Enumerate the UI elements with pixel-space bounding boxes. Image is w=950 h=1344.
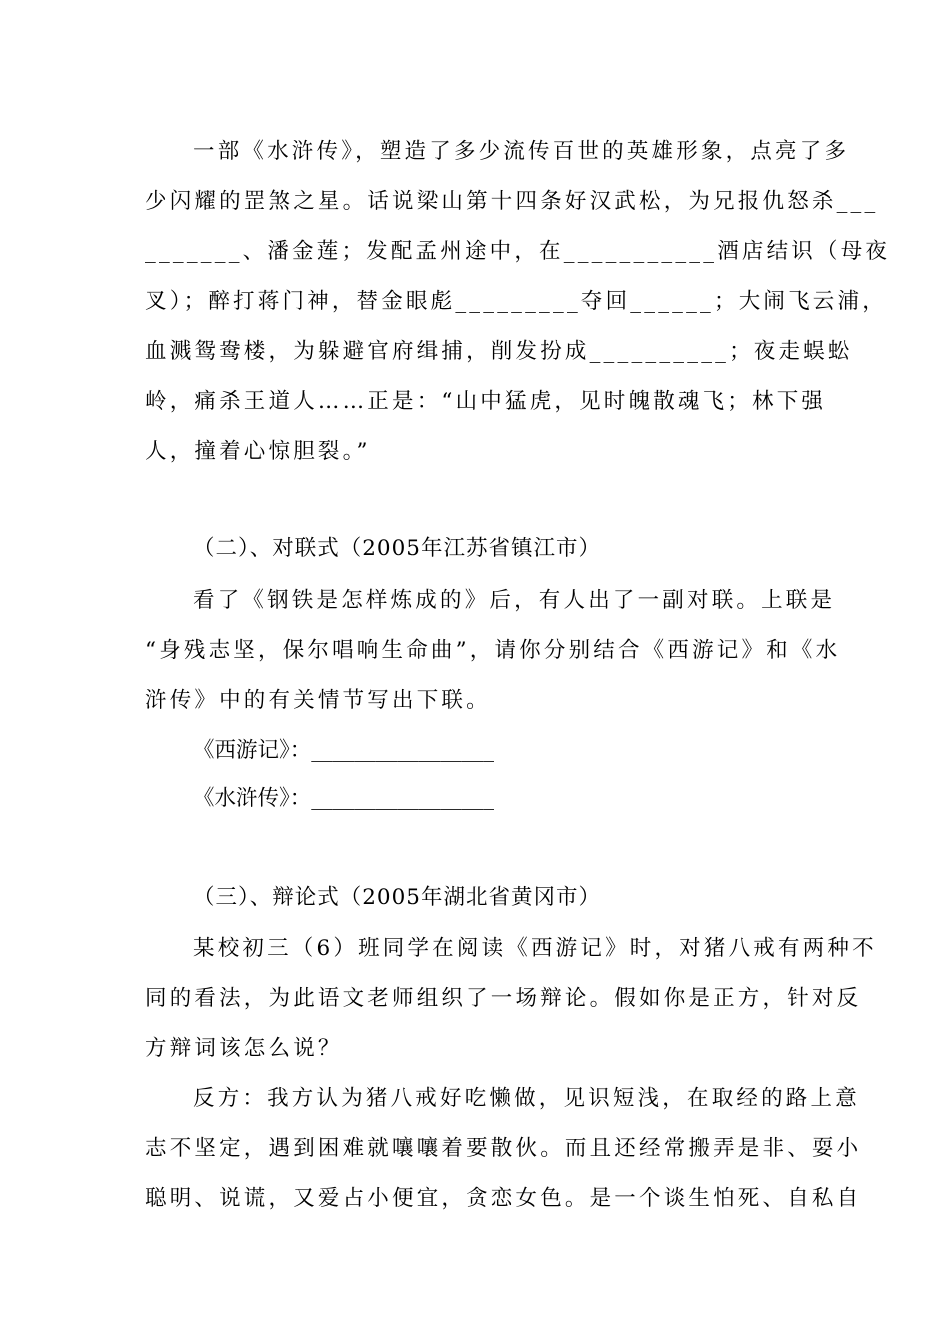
section-heading: （二）、对联式（2005年江苏省镇江市） [193, 536, 601, 561]
paragraph-line: 看了《钢铁是怎样炼成的》后，有人出了一副对联。上联是 [193, 588, 836, 613]
paragraph-line: 一部《水浒传》，塑造了多少流传百世的英雄形象，点亮了多 [193, 139, 850, 164]
paragraph-line: 浒传》中的有关情节写出下联。 [145, 688, 491, 713]
paragraph-line: 同的看法，为此语文老师组织了一场辩论。假如你是正方，针对反 [145, 986, 862, 1011]
paragraph-line: 少闪耀的罡煞之星。话说梁山第十四条好汉武松，为兄报仇怒杀___ [145, 189, 879, 214]
paragraph-line: 反方：我方认为猪八戒好吃懒做，见识短浅，在取经的路上意 [193, 1086, 860, 1111]
paragraph-line: 岭，痛杀王道人……正是：“山中猛虎，见时魄散魂飞；林下强 [145, 389, 827, 414]
answer-line-xiyouji: 《西游记》：_________________ [193, 738, 495, 763]
paragraph-line: 人，撞着心惊胆裂。” [145, 439, 371, 464]
paragraph-line: 某校初三（6）班同学在阅读《西游记》时，对猪八戒有两种不 [193, 936, 877, 961]
paragraph-line: 方辩词该怎么说？ [145, 1036, 343, 1061]
paragraph-line: 志不坚定，遇到困难就嚷嚷着要散伙。而且还经常搬弄是非、耍小 [145, 1136, 862, 1161]
paragraph-line: “身残志坚，保尔唱响生命曲”，请你分别结合《西游记》和《水 [145, 638, 841, 663]
paragraph-line: 聪明、说谎，又爱占小便宜，贪恋女色。是一个谈生怕死、自私自 [145, 1186, 862, 1211]
section-heading: （三）、辩论式（2005年湖北省黄冈市） [193, 885, 601, 910]
paragraph-line: 叉）；醉打蒋门神，替金眼彪_________夺回______；大闹飞云浦， [145, 289, 887, 314]
paragraph-line: _______、潘金莲；发配孟州途中，在___________酒店结识（母夜 [145, 239, 891, 264]
paragraph-line: 血溅鸳鸯楼，为躲避官府缉捕，削发扮成__________；夜走蜈蚣 [145, 339, 853, 364]
answer-line-shuihuzhuan: 《水浒传》：_________________ [193, 786, 495, 811]
